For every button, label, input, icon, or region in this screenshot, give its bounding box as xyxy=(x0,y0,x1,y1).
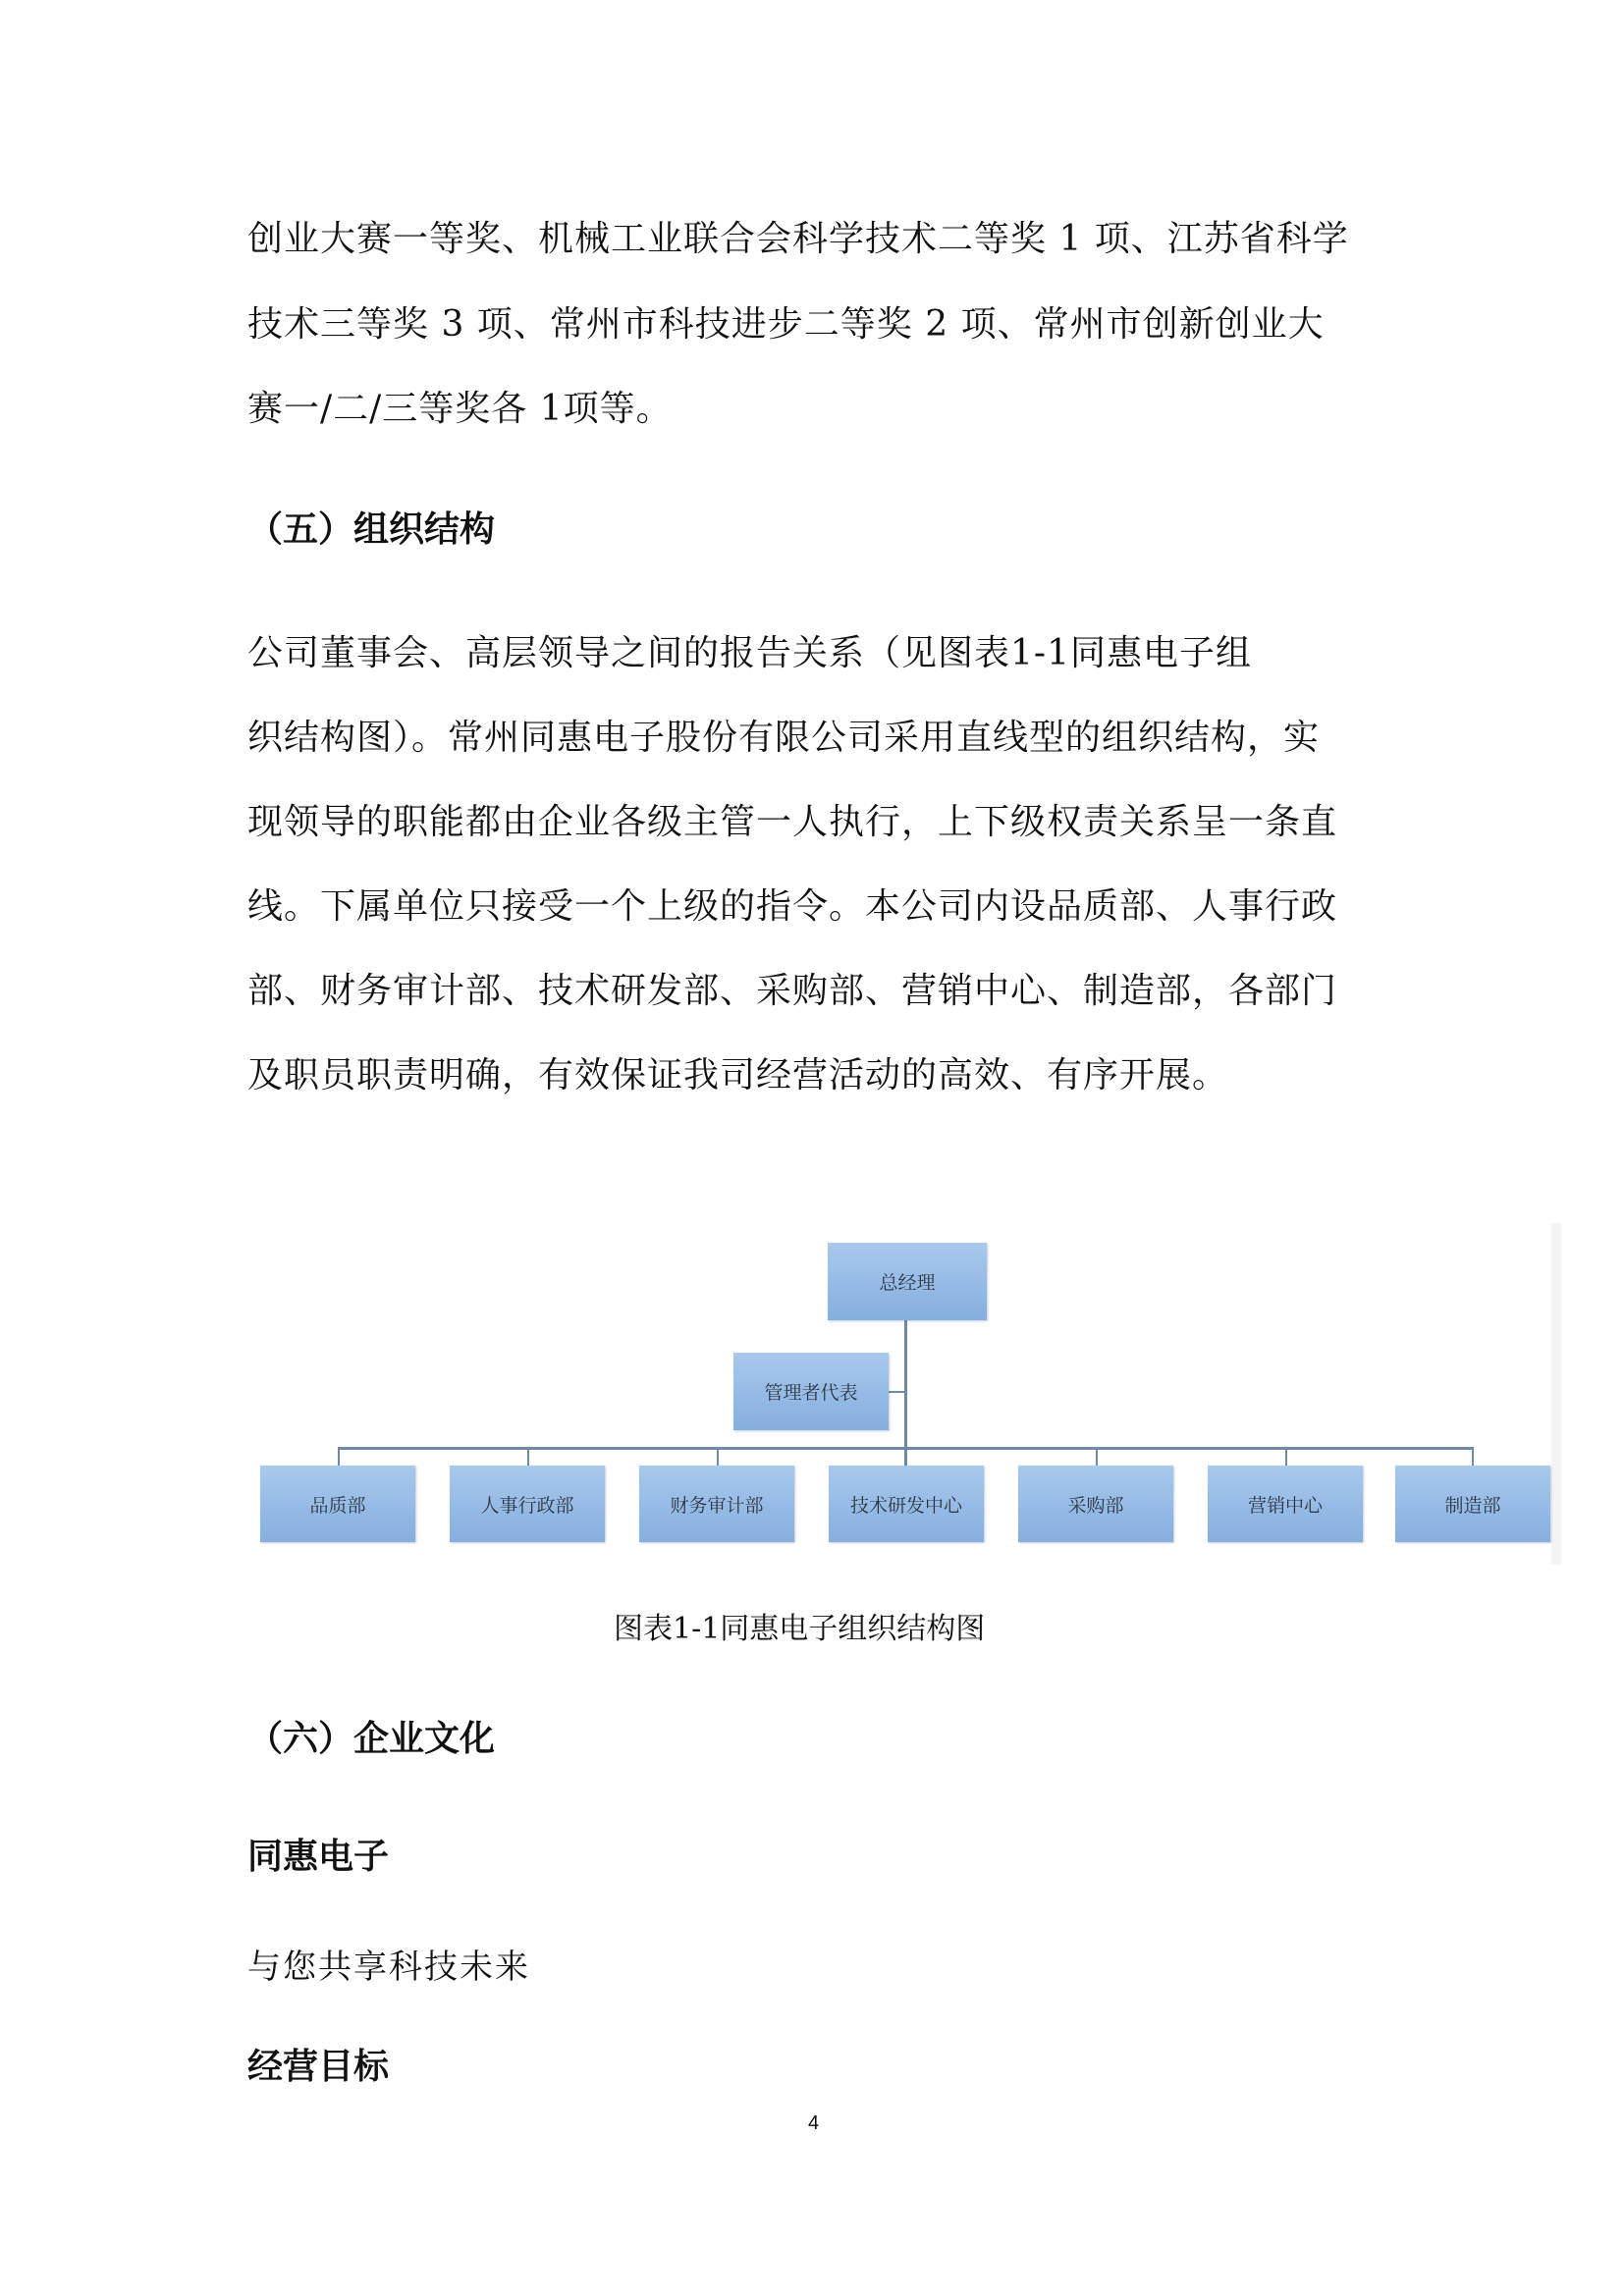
org-chart-assistant-connector xyxy=(889,1391,905,1393)
section-heading-org-structure: （五）组织结构 xyxy=(247,509,496,550)
org-node-marketing-center: 营销中心 xyxy=(1208,1466,1363,1542)
org-node-manufacturing-dept: 制造部 xyxy=(1395,1466,1550,1542)
org-node-finance-audit-dept: 财务审计部 xyxy=(639,1466,794,1542)
org-paragraph-line-3: 现领导的职能都由企业各级主管一人执行，上下级权责关系呈一条直 xyxy=(247,802,1338,842)
org-node-purchasing-dept: 采购部 xyxy=(1018,1466,1173,1542)
org-node-hr-admin-dept: 人事行政部 xyxy=(450,1466,605,1542)
brand-heading: 同惠电子 xyxy=(247,1837,390,1877)
org-node-management-representative: 管理者代表 xyxy=(733,1353,889,1430)
brand-slogan: 与您共享科技未来 xyxy=(247,1948,530,1987)
org-node-quality-dept: 品质部 xyxy=(260,1466,415,1542)
org-paragraph-line-5: 部、财务审计部、技术研发部、采购部、营销中心、制造部，各部门 xyxy=(247,971,1338,1011)
intro-line-1: 创业大赛一等奖、机械工业联合会科学技术二等奖 1 项、江苏省科学 xyxy=(247,219,1349,259)
org-chart-drop-line xyxy=(1285,1447,1287,1466)
org-chart-drop-line xyxy=(1096,1447,1098,1466)
intro-line-2: 技术三等奖 3 项、常州市科技进步二等奖 2 项、常州市创新创业大 xyxy=(247,304,1325,345)
org-chart-drop-line xyxy=(717,1447,719,1466)
org-paragraph-line-2: 织结构图）。常州同惠电子股份有限公司采用直线型的组织结构，实 xyxy=(247,718,1321,758)
org-paragraph-line-6: 及职员职责明确，有效保证我司经营活动的高效、有序开展。 xyxy=(247,1055,1229,1095)
section-heading-corporate-culture: （六）企业文化 xyxy=(247,1719,496,1759)
page-number: 4 xyxy=(808,2112,820,2134)
org-chart-drop-line xyxy=(527,1447,529,1466)
intro-line-3: 赛一/二/三等奖各 1项等。 xyxy=(247,389,673,429)
org-paragraph-line-1: 公司董事会、高层领导之间的报告关系（见图表1-1同惠电子组 xyxy=(247,633,1252,673)
org-node-rd-center: 技术研发中心 xyxy=(829,1466,984,1542)
org-paragraph-line-4: 线。下属单位只接受一个上级的指令。本公司内设品质部、人事行政 xyxy=(247,886,1338,927)
org-chart-spine-line xyxy=(904,1320,907,1466)
org-chart-drop-line xyxy=(1472,1447,1474,1466)
org-chart-drop-line xyxy=(338,1447,340,1466)
figure-caption: 图表1-1同惠电子组织结构图 xyxy=(614,1612,986,1646)
org-chart-horizontal-bus xyxy=(338,1447,1474,1450)
business-goal-heading: 经营目标 xyxy=(247,2047,390,2087)
org-node-general-manager: 总经理 xyxy=(828,1243,987,1320)
